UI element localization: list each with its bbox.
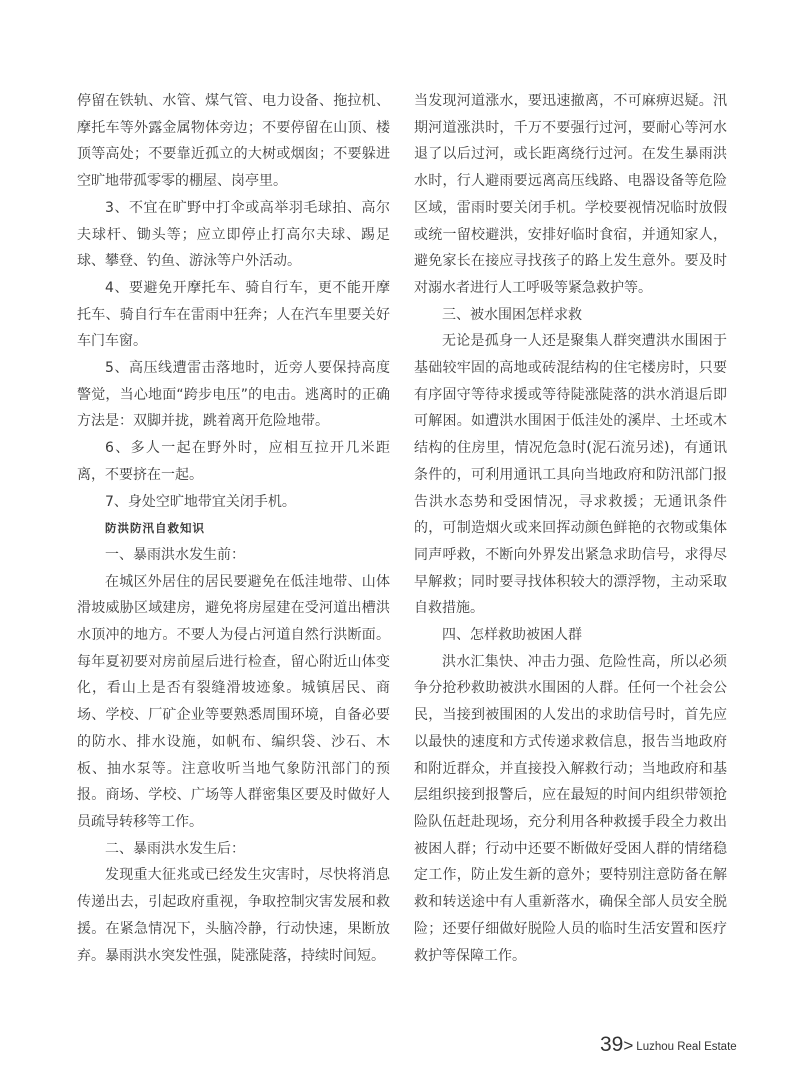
paragraph: 无论是孤身一人还是聚集人群突遭洪水围困于基础较牢固的高地或砖混结构的住宅楼房时，只要有序固守等待求援或等待陡涨陡落的洪水消退后即可解困。如遭洪水围困于低洼处的溪岸、土坯或木结构的住房里，情况危急时(泥石流另述)，有通讯条件的，可利用通讯工具向当地政府和防汛部门报告洪水态势和受困情况，寻求救援；无通讯条件的，可制造烟火或来回挥动颜色鲜艳的衣物或集体同声呼救，不断向外界发出紧急求助信号，求得尽早解救；同时要寻找体积较大的漂浮物，主动采取自救措施。 — [414, 333, 727, 617]
subheading: 二、暴雨洪水发生后： — [105, 840, 245, 857]
paragraph: 6、多人一起在野外时，应相互拉开几米距离，不要挤在一起。 — [77, 440, 390, 483]
paragraph: 发现重大征兆或已经发生灾害时，尽快将消息传递出去，引起政府重视，争取控制灾害发展和救援。在紧急情况下，头脑冷静，行动快速，果断放弃。暴雨洪水突发性强，陡涨陡落，持续时间短。 — [77, 867, 390, 964]
publication-name: Luzhou Real Estate — [636, 1041, 737, 1053]
paragraph: 5、高压线遭雷击落地时，近旁人要保持高度警觉，当心地面“跨步电压”的电击。逃离时的正确方法是：双脚并拢，跳着离开危险地带。 — [77, 360, 390, 430]
paragraph: 在城区外居住的居民要避免在低洼地带、山体滑坡威胁区域建房，避免将房屋建在受河道出槽洪水顶冲的地方。不要人为侵占河道自然行洪断面。每年夏初要对房前屋后进行检查，留心附近山体变化，看山上是否有裂缝滑坡迹象。城镇居民、商场、学校、厂矿企业等要熟悉周围环境，自备必要的防水、排水设施，如帆布、编织袋、沙石、木板、抽水泵等。注意收听当地气象防汛部门的预报。商场、学校、广场等人群密集区要及时做好人员疏导转移等工作。 — [77, 573, 390, 830]
paragraph: 停留在铁轨、水管、煤气管、电力设备、拖拉机、摩托车等外露金属物体旁边；不要停留在山顶、楼顶等高处；不要靠近孤立的大树或烟囱；不要躲进空旷地带孤零零的棚屋、岗亭里。 — [77, 93, 390, 190]
right-column — [414, 88, 727, 969]
paragraph: 洪水汇集快、冲击力强、危险性高，所以必须争分抢秒救助被洪水围困的人群。任何一个社会公民，当接到被围困的人发出的求助信号时，首先应以最快的速度和方式传递求救信息，报告当地政府和附近群众，并直接投入解救行动；当地政府和基层组织接到报警后，应在最短的时间内组织带领抢险队伍赶赴现场，充分利用各种救援手段全力救出被困人群；行动中还要不断做好受困人群的情绪稳定工作，防止发生新的意外；要特别注意防备在解救和转送途中有人重新落水，确保全部人员安全脱险；还要仔细做好脱险人员的临时生活安置和医疗救护等保障工作。 — [414, 653, 727, 964]
page-footer — [600, 1030, 770, 1056]
page-arrow: > — [623, 1036, 634, 1055]
paragraph: 当发现河道涨水，要迅速撤离，不可麻痹迟疑。汛期河道涨洪时，千万不要强行过河，要耐心等河水退了以后过河，或长距离绕行过河。在发生暴雨洪水时，行人避雨要远离高压线路、电器设备等危险区域，雷雨时要关闭手机。学校要视情况临时放假或统一留校避洪，安排好临时食宿，并通知家人，避免家长在接应寻找孩子的路上发生意外。要及时对溺水者进行人工呼吸等紧急救护等。 — [414, 93, 727, 296]
subheading: 四、怎样救助被困人群 — [442, 627, 582, 644]
subheading: 三、被水围困怎样求救 — [442, 306, 582, 323]
section-title: 防洪防汛自救知识 — [105, 521, 205, 536]
subheading: 一、暴雨洪水发生前： — [105, 546, 245, 563]
paragraph: 7、身处空旷地带宜关闭手机。 — [105, 493, 296, 510]
page-number: 39 — [600, 1033, 624, 1056]
left-column — [77, 88, 390, 969]
paragraph: 4、要避免开摩托车、骑自行车，更不能开摩托车、骑自行车在雷雨中狂奔；人在汽车里要关好车门车窗。 — [77, 279, 390, 350]
paragraph: 3、不宜在旷野中打伞或高举羽毛球拍、高尔夫球杆、锄头等；应立即停止打高尔夫球、踢足球、攀登、钓鱼、游泳等户外活动。 — [77, 199, 390, 270]
